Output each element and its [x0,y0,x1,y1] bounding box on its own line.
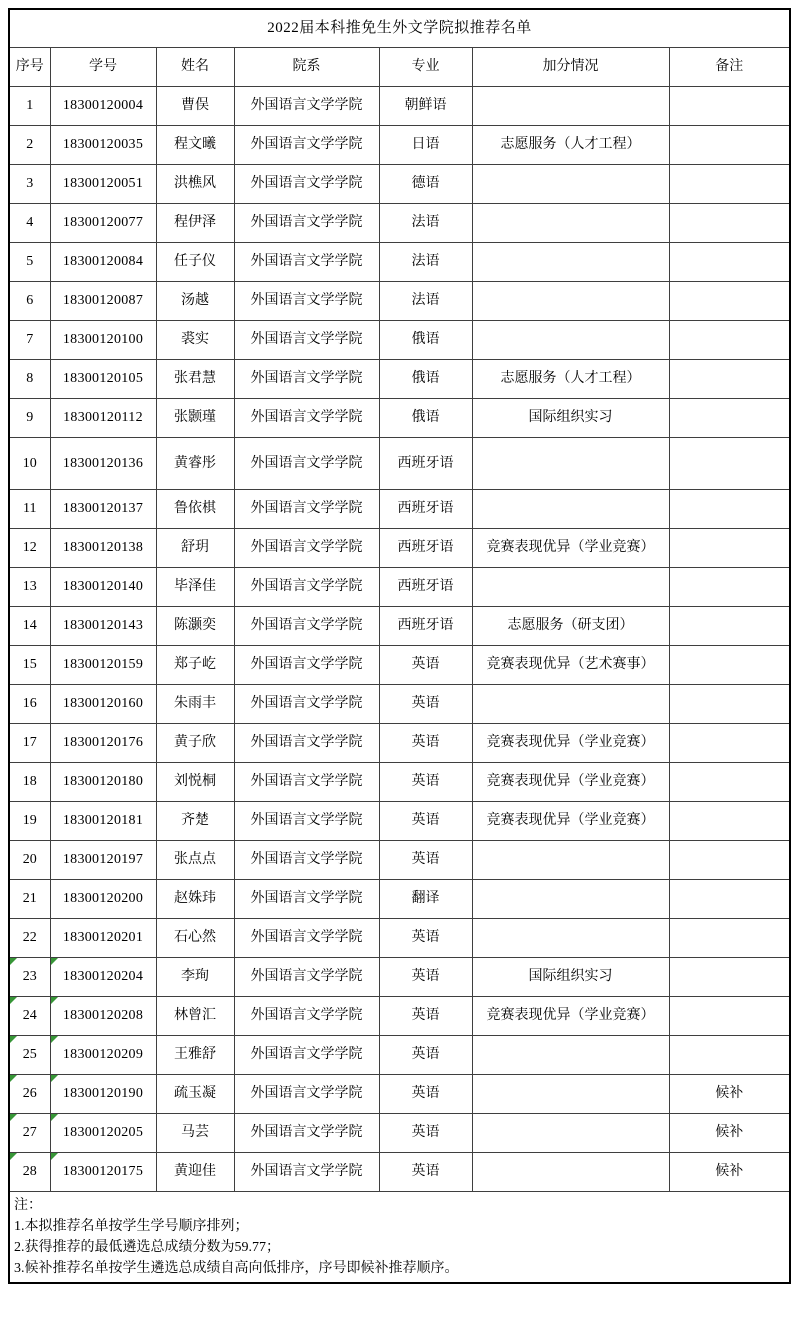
table-row [9,282,790,321]
cell-student-id: 18300120004 [50,87,156,126]
cell-student-id: 18300120190 [50,1075,156,1114]
cell-major: 西班牙语 [379,438,472,490]
cell-serial: 6 [9,282,50,321]
cell-major: 英语 [379,1036,472,1075]
cell-serial: 24 [9,997,50,1036]
cell-serial: 18 [9,763,50,802]
cell-remark [669,763,790,802]
cell-serial: 13 [9,568,50,607]
col-header-bonus: 加分情况 [472,48,669,87]
cell-department: 外国语言文学学院 [234,87,379,126]
table-row [9,165,790,204]
cell-serial: 27 [9,1114,50,1153]
cell-department: 外国语言文学学院 [234,997,379,1036]
cell-name: 洪樵风 [156,165,234,204]
cell-serial: 5 [9,243,50,282]
cell-remark [669,165,790,204]
cell-department: 外国语言文学学院 [234,529,379,568]
cell-major: 英语 [379,646,472,685]
cell-student-id: 18300120208 [50,997,156,1036]
cell-student-id: 18300120197 [50,841,156,880]
cell-major: 英语 [379,685,472,724]
cell-name: 王雅舒 [156,1036,234,1075]
header-row [9,48,790,87]
note-line: 注： [14,1198,42,1213]
cell-remark [669,360,790,399]
cell-major: 俄语 [379,360,472,399]
cell-major: 西班牙语 [379,529,472,568]
cell-remark [669,997,790,1036]
cell-serial: 26 [9,1075,50,1114]
cell-remark [669,399,790,438]
col-header-name: 姓名 [156,48,234,87]
cell-student-id: 18300120200 [50,880,156,919]
cell-remark [669,321,790,360]
table-body [9,87,790,1192]
cell-student-id: 18300120084 [50,243,156,282]
cell-name: 曹俣 [156,87,234,126]
cell-remark [669,126,790,165]
cell-student-id: 18300120205 [50,1114,156,1153]
cell-major: 日语 [379,126,472,165]
cell-student-id: 18300120138 [50,529,156,568]
table-row [9,568,790,607]
cell-name: 程文曦 [156,126,234,165]
cell-name: 裘实 [156,321,234,360]
table-row [9,685,790,724]
cell-name: 刘悦桐 [156,763,234,802]
cell-serial: 14 [9,607,50,646]
cell-bonus: 志愿服务（研支团） [472,607,669,646]
cell-name: 黄迎佳 [156,1153,234,1192]
cell-name: 任子仪 [156,243,234,282]
cell-bonus [472,880,669,919]
cell-serial: 20 [9,841,50,880]
cell-student-id: 18300120105 [50,360,156,399]
cell-serial: 25 [9,1036,50,1075]
cell-serial: 19 [9,802,50,841]
cell-department: 外国语言文学学院 [234,607,379,646]
table-row [9,958,790,997]
cell-name: 郑子屹 [156,646,234,685]
cell-major: 翻译 [379,880,472,919]
cell-department: 外国语言文学学院 [234,399,379,438]
cell-remark [669,841,790,880]
cell-major: 西班牙语 [379,490,472,529]
cell-student-id: 18300120077 [50,204,156,243]
cell-department: 外国语言文学学院 [234,204,379,243]
cell-bonus: 竞赛表现优异（学业竞赛） [472,529,669,568]
cell-serial: 8 [9,360,50,399]
cell-serial: 11 [9,490,50,529]
cell-department: 外国语言文学学院 [234,919,379,958]
col-header-remark: 备注 [669,48,790,87]
cell-remark [669,529,790,568]
cell-name: 石心然 [156,919,234,958]
table-row [9,1153,790,1192]
cell-bonus [472,438,669,490]
cell-serial: 3 [9,165,50,204]
table-row [9,997,790,1036]
cell-serial: 16 [9,685,50,724]
cell-remark [669,958,790,997]
cell-bonus [472,685,669,724]
table-row [9,243,790,282]
cell-major: 法语 [379,282,472,321]
table-row [9,529,790,568]
cell-major: 英语 [379,1075,472,1114]
cell-bonus: 国际组织实习 [472,958,669,997]
cell-remark [669,724,790,763]
cell-student-id: 18300120175 [50,1153,156,1192]
cell-student-id: 18300120176 [50,724,156,763]
cell-major: 英语 [379,724,472,763]
cell-remark: 候补 [669,1153,790,1192]
table-row [9,321,790,360]
cell-name: 黄睿彤 [156,438,234,490]
cell-bonus [472,1114,669,1153]
cell-remark [669,568,790,607]
cell-student-id: 18300120204 [50,958,156,997]
cell-department: 外国语言文学学院 [234,1075,379,1114]
cell-bonus [472,841,669,880]
cell-remark [669,880,790,919]
cell-department: 外国语言文学学院 [234,958,379,997]
cell-student-id: 18300120051 [50,165,156,204]
note-line: 2.获得推荐的最低遴选总成绩分数为59.77； [14,1240,280,1255]
cell-major: 英语 [379,997,472,1036]
cell-department: 外国语言文学学院 [234,841,379,880]
cell-name: 齐楚 [156,802,234,841]
cell-student-id: 18300120137 [50,490,156,529]
table-row [9,1075,790,1114]
cell-serial: 4 [9,204,50,243]
cell-name: 朱雨丰 [156,685,234,724]
notes [9,1192,790,1284]
cell-serial: 17 [9,724,50,763]
cell-student-id: 18300120035 [50,126,156,165]
col-header-serial: 序号 [9,48,50,87]
cell-major: 法语 [379,243,472,282]
cell-student-id: 18300120136 [50,438,156,490]
cell-department: 外国语言文学学院 [234,243,379,282]
cell-department: 外国语言文学学院 [234,490,379,529]
recommendation-table [8,8,791,1284]
cell-name: 张点点 [156,841,234,880]
cell-remark [669,490,790,529]
cell-remark [669,438,790,490]
table-row [9,646,790,685]
cell-department: 外国语言文学学院 [234,126,379,165]
cell-remark [669,204,790,243]
table-row [9,1114,790,1153]
cell-serial: 22 [9,919,50,958]
table-row [9,841,790,880]
cell-name: 黄子欣 [156,724,234,763]
cell-department: 外国语言文学学院 [234,438,379,490]
cell-remark: 候补 [669,1114,790,1153]
cell-major: 英语 [379,958,472,997]
cell-bonus: 竞赛表现优异（学业竞赛） [472,724,669,763]
cell-major: 俄语 [379,321,472,360]
cell-major: 朝鲜语 [379,87,472,126]
table-row [9,87,790,126]
cell-name: 鲁依棋 [156,490,234,529]
cell-serial: 2 [9,126,50,165]
cell-serial: 28 [9,1153,50,1192]
cell-remark [669,802,790,841]
cell-remark [669,282,790,321]
cell-remark: 候补 [669,1075,790,1114]
table-row [9,1036,790,1075]
page-title: 2022届本科推免生外文学院拟推荐名单 [9,9,790,48]
cell-remark [669,919,790,958]
cell-major: 英语 [379,763,472,802]
cell-major: 德语 [379,165,472,204]
cell-name: 疏玉凝 [156,1075,234,1114]
table-row [9,438,790,490]
cell-department: 外国语言文学学院 [234,880,379,919]
cell-bonus [472,1036,669,1075]
table-row [9,360,790,399]
cell-department: 外国语言文学学院 [234,802,379,841]
cell-department: 外国语言文学学院 [234,568,379,607]
cell-name: 汤越 [156,282,234,321]
cell-department: 外国语言文学学院 [234,685,379,724]
cell-student-id: 18300120140 [50,568,156,607]
cell-remark [669,607,790,646]
cell-remark [669,87,790,126]
cell-name: 李珣 [156,958,234,997]
cell-bonus [472,282,669,321]
cell-department: 外国语言文学学院 [234,165,379,204]
cell-major: 英语 [379,919,472,958]
table-row [9,802,790,841]
cell-department: 外国语言文学学院 [234,646,379,685]
cell-student-id: 18300120180 [50,763,156,802]
title-row [9,9,790,48]
cell-bonus [472,568,669,607]
cell-bonus: 竞赛表现优异（艺术赛事） [472,646,669,685]
cell-major: 英语 [379,1153,472,1192]
cell-department: 外国语言文学学院 [234,724,379,763]
cell-serial: 21 [9,880,50,919]
cell-department: 外国语言文学学院 [234,282,379,321]
cell-student-id: 18300120209 [50,1036,156,1075]
cell-remark [669,1036,790,1075]
cell-department: 外国语言文学学院 [234,763,379,802]
cell-name: 张君慧 [156,360,234,399]
cell-bonus [472,1153,669,1192]
cell-name: 赵姝玮 [156,880,234,919]
cell-major: 英语 [379,841,472,880]
cell-name: 马芸 [156,1114,234,1153]
col-header-major: 专业 [379,48,472,87]
table-row [9,607,790,646]
cell-bonus [472,243,669,282]
cell-bonus [472,919,669,958]
cell-bonus: 竞赛表现优异（学业竞赛） [472,763,669,802]
cell-major: 西班牙语 [379,607,472,646]
table-row [9,204,790,243]
cell-remark [669,243,790,282]
cell-bonus: 国际组织实习 [472,399,669,438]
cell-serial: 1 [9,87,50,126]
cell-student-id: 18300120087 [50,282,156,321]
cell-remark [669,646,790,685]
cell-department: 外国语言文学学院 [234,321,379,360]
cell-major: 英语 [379,802,472,841]
cell-student-id: 18300120159 [50,646,156,685]
cell-major: 俄语 [379,399,472,438]
col-header-department: 院系 [234,48,379,87]
cell-serial: 12 [9,529,50,568]
cell-department: 外国语言文学学院 [234,1114,379,1153]
cell-serial: 9 [9,399,50,438]
cell-department: 外国语言文学学院 [234,360,379,399]
table-row [9,763,790,802]
cell-student-id: 18300120143 [50,607,156,646]
cell-remark [669,685,790,724]
cell-name: 程伊泽 [156,204,234,243]
cell-student-id: 18300120160 [50,685,156,724]
cell-student-id: 18300120201 [50,919,156,958]
note-line: 3.候补推荐名单按学生遴选总成绩自高向低排序，序号即候补推荐顺序。 [14,1261,459,1276]
cell-bonus: 志愿服务（人才工程） [472,126,669,165]
cell-bonus [472,204,669,243]
table-row [9,399,790,438]
cell-major: 西班牙语 [379,568,472,607]
cell-bonus [472,165,669,204]
cell-department: 外国语言文学学院 [234,1036,379,1075]
cell-major: 英语 [379,1114,472,1153]
cell-serial: 23 [9,958,50,997]
cell-bonus [472,490,669,529]
cell-bonus: 志愿服务（人才工程） [472,360,669,399]
cell-name: 毕泽佳 [156,568,234,607]
cell-name: 张颢瑾 [156,399,234,438]
col-header-student-id: 学号 [50,48,156,87]
table-row [9,919,790,958]
table-row [9,880,790,919]
cell-student-id: 18300120112 [50,399,156,438]
note-line: 1.本拟推荐名单按学生学号顺序排列； [14,1219,249,1234]
cell-department: 外国语言文学学院 [234,1153,379,1192]
cell-name: 舒玥 [156,529,234,568]
cell-bonus [472,321,669,360]
table-row [9,490,790,529]
cell-name: 陈灏奕 [156,607,234,646]
cell-name: 林曾汇 [156,997,234,1036]
notes-row [9,1192,790,1284]
cell-student-id: 18300120181 [50,802,156,841]
table-row [9,724,790,763]
table-row [9,126,790,165]
cell-serial: 7 [9,321,50,360]
cell-serial: 10 [9,438,50,490]
cell-serial: 15 [9,646,50,685]
cell-bonus: 竞赛表现优异（学业竞赛） [472,997,669,1036]
cell-bonus: 竞赛表现优异（学业竞赛） [472,802,669,841]
cell-major: 法语 [379,204,472,243]
cell-bonus [472,87,669,126]
cell-student-id: 18300120100 [50,321,156,360]
cell-bonus [472,1075,669,1114]
